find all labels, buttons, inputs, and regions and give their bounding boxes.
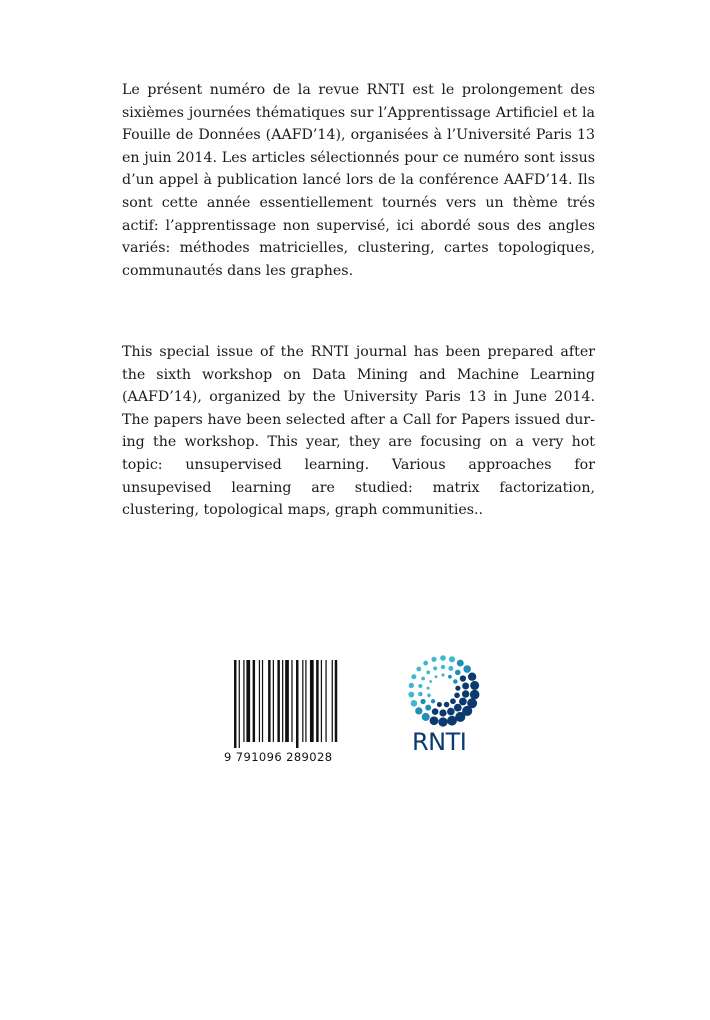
- logo-dot: [448, 666, 453, 671]
- logo-dot: [415, 707, 422, 714]
- logo-dot: [427, 687, 430, 690]
- logo-dot: [431, 657, 436, 662]
- logo-dot: [450, 698, 456, 704]
- logo-dot: [455, 686, 460, 691]
- logo-dot: [455, 670, 461, 676]
- logo-dot: [459, 698, 467, 706]
- english-paragraph: This special issue of the RNTI journal has been prepared after the sixth workshop on Data Mining and Machine Learning (AAFD’14), organized by the University Paris 13 in June 2014. The papers have been selected after a Call for Papers issued during the workshop. This year, they are focusing on a very hot topic: unsupervised learning. Various approaches for unsupevised learning are studied: matrix factorization, clustering, topological maps, graph communities..: [122, 344, 595, 519]
- logo-dot: [418, 692, 423, 697]
- logo-dot: [449, 656, 455, 662]
- barcode-bar: [243, 660, 244, 742]
- barcode-bar: [246, 660, 250, 742]
- rnti-logo: [398, 652, 488, 762]
- barcode-bar: [296, 660, 298, 748]
- barcode-bars: [234, 660, 338, 748]
- logo-dot: [447, 716, 457, 726]
- logo-dot: [448, 675, 452, 679]
- logo-dot: [423, 661, 428, 666]
- logo-dot: [462, 690, 469, 697]
- logo-dot: [432, 708, 439, 715]
- logo-dot: [421, 677, 425, 681]
- logo-dot: [457, 660, 464, 667]
- barcode-bar: [321, 660, 322, 742]
- barcode-bar: [285, 660, 289, 742]
- barcode-bar: [259, 660, 260, 742]
- barcode-number: 9 791096 289028: [224, 750, 333, 764]
- logo-dot: [416, 667, 421, 672]
- logo-dot: [470, 681, 479, 690]
- logo-dot: [437, 702, 442, 707]
- logo-dot: [431, 699, 435, 703]
- rnti-logo-text: RNTI: [412, 728, 467, 756]
- logo-dot: [460, 675, 466, 681]
- barcode-bar: [325, 660, 326, 742]
- logo-dot: [444, 702, 450, 708]
- barcode-bar: [253, 660, 255, 742]
- isbn-barcode: [224, 660, 342, 775]
- barcode-bar: [262, 660, 263, 742]
- barcode-bar: [332, 660, 333, 742]
- barcode-bar: [282, 660, 283, 742]
- logo-dot: [441, 665, 445, 669]
- logo-dot: [409, 683, 414, 688]
- barcode-bar: [316, 660, 318, 742]
- logo-dot: [453, 679, 458, 684]
- logo-dot: [422, 713, 430, 721]
- logo-dot: [441, 673, 444, 676]
- barcode-bar: [335, 660, 337, 742]
- logo-dot: [447, 708, 455, 716]
- barcode-bar: [291, 660, 292, 742]
- barcode-bar: [305, 660, 306, 742]
- french-paragraph: Le présent numéro de la revue RNTI est le prolongement des sixièmes journées thématiques sur l’Apprentissage Artificiel et la Fouille de Données (AAFD’14), organisées à l’Université Paris 13 en juin 2014. Les articles sélectionnés pour ce numéro sont issus d’un appel à publication lancé lors de la conférence AAFD’14. Ils sont cette année essentiellement tournés vers un thème trés actif: l’apprentissage non supervisé, ici abordé sous des angles variés: méthodes matricielles, clustering, cartes topologiques, communautés dans les graphes.: [122, 82, 595, 279]
- logo-dot: [425, 705, 431, 711]
- barcode-bar: [302, 660, 303, 742]
- logo-dot: [429, 680, 432, 683]
- logo-dot: [438, 717, 447, 726]
- rnti-logo-dots-icon: [398, 652, 488, 730]
- logo-dot: [454, 704, 462, 712]
- barcode-bar: [273, 660, 274, 742]
- barcode-bar: [234, 660, 236, 748]
- logo-dot: [427, 694, 431, 698]
- logo-dot: [433, 666, 437, 670]
- logo-dot: [468, 673, 476, 681]
- logo-dot: [426, 671, 430, 675]
- logo-dot: [430, 716, 439, 725]
- logo-dot: [462, 683, 469, 690]
- logo-dot: [440, 655, 446, 661]
- logo-dot: [470, 690, 480, 700]
- logo-dot: [408, 692, 414, 698]
- logo-dot: [418, 684, 422, 688]
- logo-dot: [411, 700, 418, 707]
- logo-dot: [411, 674, 416, 679]
- barcode-bar: [268, 660, 270, 742]
- logo-dot: [463, 665, 471, 673]
- barcode-bar: [239, 660, 240, 748]
- logo-dot: [435, 675, 438, 678]
- logo-dot: [439, 709, 446, 716]
- logo-dot: [420, 699, 425, 704]
- barcode-bar: [310, 660, 314, 742]
- logo-dot: [454, 693, 460, 699]
- barcode-bar: [277, 660, 279, 742]
